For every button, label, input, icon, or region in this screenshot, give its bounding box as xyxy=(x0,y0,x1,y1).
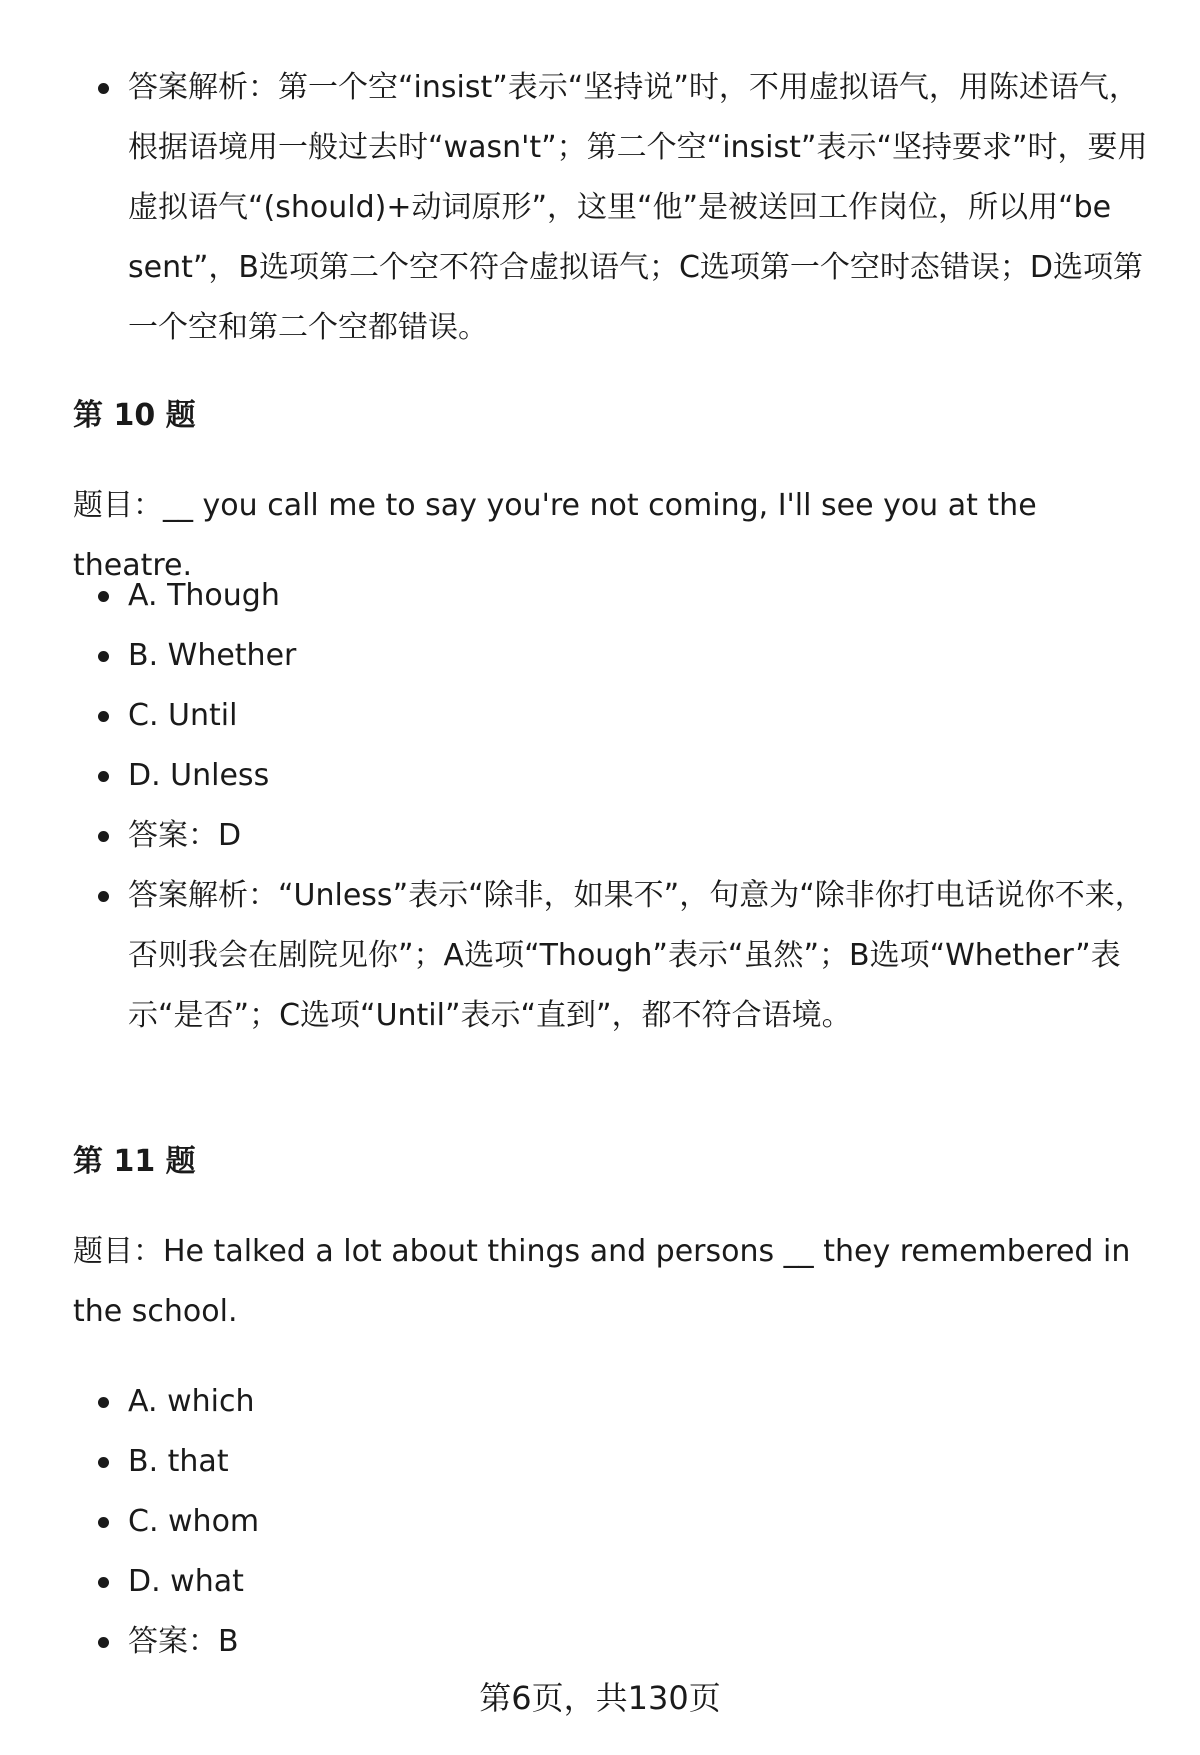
previous-answer-explanation: 答案解析：第一个空“insist”表示“坚持说”时，不用虚拟语气，用陈述语气，根据语境用一般过去时“wasn't”；第二个空“insist”表示“坚持要求”时，要用虚拟语气“(should)+动词原形”，这里“他”是被送回工作岗位，所以用“be sent”，B选项第二个空不符合虚拟语气；C选项第一个空时态错误；D选项第一个空和第二个空都错误。 xyxy=(0,58,1200,358)
question-10-explanation: 答案解析：“Unless”表示“除非，如果不”，句意为“除非你打电话说你不来，否则我会在剧院见你”；A选项“Though”表示“虽然”；B选项“Whether”表示“是否”；C选项“Until”表示“直到”，都不符合语境。 xyxy=(0,866,1200,1046)
question-11-options-block xyxy=(0,1372,1200,1672)
question-11-answer: 答案：B xyxy=(0,1612,1200,1672)
previous-question-explanation-block xyxy=(0,58,1200,358)
question-10-options-block xyxy=(0,566,1200,1046)
question-11-options xyxy=(0,1372,1200,1672)
question-10-option-b: B. Whether xyxy=(0,626,1200,686)
question-10-option-d: D. Unless xyxy=(0,746,1200,806)
question-11-option-a: A. which xyxy=(0,1372,1200,1432)
question-11-text: 题目：He talked a lot about things and persons __ they remembered in the school. xyxy=(73,1234,1131,1329)
question-10-answer: 答案：D xyxy=(0,806,1200,866)
question-10-option-a: A. Though xyxy=(0,566,1200,626)
question-11-option-c: C. whom xyxy=(0,1492,1200,1552)
page-number-footer: 第6页，共130页 xyxy=(479,1679,721,1717)
question-10-text: 题目：__ you call me to say you're not coming, I'll see you at the theatre. xyxy=(73,488,1037,583)
question-11-heading: 第 11 题 xyxy=(73,1144,196,1179)
question-10-option-c: C. Until xyxy=(0,686,1200,746)
previous-question-list xyxy=(0,58,1200,358)
question-10-heading: 第 10 题 xyxy=(73,398,196,433)
question-10-options xyxy=(0,566,1200,1046)
question-11-option-b: B. that xyxy=(0,1432,1200,1492)
question-11-option-d: D. what xyxy=(0,1552,1200,1612)
